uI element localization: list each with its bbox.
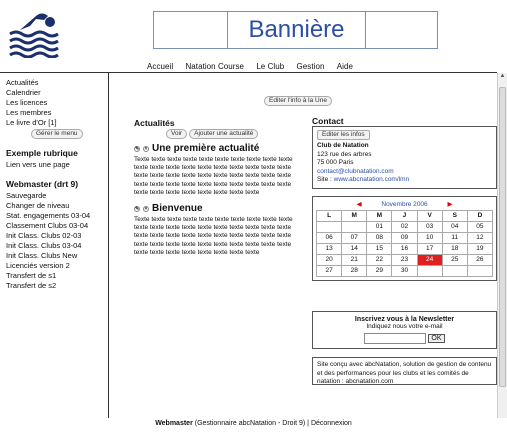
sidebar-item-livre-or[interactable]: Le livre d'Or [1] (6, 118, 57, 127)
article-1-line-1: Texte texte texte texte texte texte texte texte texte texte texte texte texte texte texte texte texte texte texte texte (134, 156, 293, 172)
delete-icon[interactable]: × (144, 205, 148, 212)
article-title-1 (134, 143, 302, 154)
calendar-day-header: M (342, 210, 367, 221)
article-2-line-1: Texte texte texte texte texte texte texte texte texte texte texte texte texte texte texte texte texte texte texte texte (134, 216, 293, 232)
calendar-day[interactable]: 09 (392, 232, 417, 243)
calendar-day[interactable]: 06 (317, 232, 342, 243)
edit-icon[interactable]: ✎ (135, 205, 140, 212)
voir-button[interactable]: Voir (166, 129, 187, 139)
sidebar-item-membres[interactable]: Les membres (6, 108, 52, 117)
delete-icon[interactable]: × (144, 145, 148, 152)
contact-box (312, 126, 497, 189)
calendar-day[interactable]: 16 (392, 243, 417, 254)
edit-icon[interactable]: ✎ (135, 145, 140, 152)
sidebar-item-classement-clubs[interactable]: Classement Clubs 03-04 (6, 221, 89, 230)
article-1-line-2: texte texte texte texte texte texte texte texte texte texte texte texte texte texte texte texte texte texte texte texte texte texte texte texte texte texte texte texte (134, 172, 292, 196)
calendar-day[interactable]: 28 (342, 265, 367, 276)
calendar-day[interactable]: 30 (392, 265, 417, 276)
scroll-up-icon[interactable]: ▲ (499, 73, 506, 79)
calendar-day[interactable]: 26 (467, 254, 492, 265)
sidebar-item-calendrier[interactable]: Calendrier (6, 88, 41, 97)
calendar-day[interactable]: 18 (442, 243, 467, 254)
nav-aide[interactable]: Aide (336, 62, 353, 71)
article-body-2 (134, 216, 302, 257)
calendar-day[interactable]: 12 (467, 232, 492, 243)
prev-month-icon[interactable]: ◀ (356, 200, 362, 208)
calendar-day[interactable]: 20 (317, 254, 342, 265)
top-navigation (0, 62, 500, 71)
nav-gestion[interactable]: Gestion (296, 62, 325, 71)
newsletter-subtitle: Indiquez nous votre e-mail (366, 322, 443, 330)
sidebar-item-init-class-0304[interactable]: Init Class. Clubs 03-04 (6, 241, 82, 250)
calendar-day[interactable]: 22 (367, 254, 392, 265)
article-title-2-text: Bienvenue (152, 203, 203, 215)
sidebar-item-stat-engagements[interactable]: Stat. engagements 03-04 (6, 211, 91, 220)
swimmer-logo-icon (6, 8, 66, 58)
calendar-day-header: L (317, 210, 342, 221)
calendar-month: Novembre 2006 (381, 200, 428, 208)
calendar-day[interactable]: 03 (417, 221, 442, 232)
about-box (312, 357, 497, 385)
calendar-day[interactable]: 07 (342, 232, 367, 243)
calendar-day[interactable]: 29 (367, 265, 392, 276)
calendar-day (342, 221, 367, 232)
calendar-day[interactable]: 01 (367, 221, 392, 232)
edit-info-une-button[interactable]: Editer l'info à la Une (264, 96, 332, 106)
sidebar-item-transfert-s2[interactable]: Transfert de s2 (6, 281, 57, 290)
about-text: Site conçu avec abcNatation, solution de gestion de contenu et des performances pour les clubs et les comités de natation : abcnatation.com (317, 361, 492, 385)
sidebar-item-licencies-v2[interactable]: Licenciés version 2 (6, 261, 70, 270)
calendar-day[interactable]: 24 (417, 254, 442, 265)
contact-title: Contact (312, 116, 344, 126)
nav-le-club[interactable]: Le Club (256, 62, 285, 71)
article-body-1 (134, 156, 302, 197)
footer (0, 420, 507, 427)
calendar-day[interactable]: 27 (317, 265, 342, 276)
sidebar-item-transfert-s1[interactable]: Transfert de s1 (6, 271, 57, 280)
sidebar-item-lien-page[interactable]: Lien vers une page (6, 160, 70, 169)
calendar-day[interactable]: 23 (392, 254, 417, 265)
calendar-grid (316, 210, 493, 277)
calendar-day-header: M (367, 210, 392, 221)
calendar-day (442, 265, 467, 276)
article-2-line-2: texte texte texte texte texte texte texte texte texte texte texte texte texte texte texte texte texte texte texte texte texte texte texte texte texte texte texte texte (134, 232, 292, 256)
newsletter-email-input[interactable] (364, 333, 426, 344)
calendar-day[interactable]: 10 (417, 232, 442, 243)
right-column (312, 116, 497, 385)
newsletter-ok-button[interactable]: OK (428, 334, 444, 343)
banner-title: Bannière (227, 12, 366, 48)
calendar-day[interactable]: 25 (442, 254, 467, 265)
nav-accueil[interactable]: Accueil (147, 62, 174, 71)
newsletter-title: Inscrivez vous à la Newsletter (354, 315, 455, 323)
address-line-1: 123 rue des arbres (317, 150, 372, 158)
sidebar-item-actualites[interactable]: Actualités (6, 78, 39, 87)
news-section (134, 118, 302, 257)
footer-text[interactable]: (Gestionnaire abcNatation - Droit 9) | Déconnexion (192, 420, 352, 427)
calendar-day[interactable]: 08 (367, 232, 392, 243)
newsletter-box (312, 311, 497, 350)
section-title-exemple: Exemple rubrique (6, 148, 78, 158)
sidebar-item-changer-niveau[interactable]: Changer de niveau (6, 201, 70, 210)
calendar-day[interactable]: 21 (342, 254, 367, 265)
header-divider (0, 72, 497, 73)
scrollbar-thumb[interactable] (499, 87, 506, 387)
sidebar-item-sauvegarde[interactable]: Sauvegarde (6, 191, 47, 200)
calendar (312, 196, 497, 281)
manage-menu-button[interactable]: Gérer le menu (31, 129, 83, 139)
sidebar-item-init-class-0203[interactable]: Init Class. Clubs 02-03 (6, 231, 82, 240)
contact-email-link[interactable]: contact@clubnatation.com (317, 167, 394, 175)
next-month-icon[interactable]: ▶ (447, 200, 453, 208)
article-title-2 (134, 203, 302, 214)
calendar-day[interactable]: 13 (317, 243, 342, 254)
calendar-day (317, 221, 342, 232)
sidebar-item-licences[interactable]: Les licences (6, 98, 48, 107)
club-name: Club de Natation (317, 142, 369, 149)
nav-natation-course[interactable]: Natation Course (185, 62, 245, 71)
add-news-button[interactable]: Ajouter une actualité (189, 129, 258, 139)
calendar-day[interactable]: 05 (467, 221, 492, 232)
calendar-day-header: J (392, 210, 417, 221)
calendar-day[interactable]: 14 (342, 243, 367, 254)
sidebar (6, 78, 106, 291)
scrollbar[interactable] (497, 73, 507, 418)
sidebar-divider (108, 73, 109, 418)
calendar-day (467, 265, 492, 276)
article-title-1-text: Une première actualité (152, 143, 260, 154)
calendar-day-header: V (417, 210, 442, 221)
calendar-day[interactable]: 15 (367, 243, 392, 254)
site-label: Site : (317, 176, 334, 183)
calendar-day[interactable]: 17 (417, 243, 442, 254)
calendar-day[interactable]: 04 (442, 221, 467, 232)
calendar-day-header: S (442, 210, 467, 221)
calendar-day (417, 265, 442, 276)
banner (153, 11, 438, 49)
news-title: Actualités (134, 118, 175, 128)
calendar-day[interactable]: 11 (442, 232, 467, 243)
calendar-day[interactable]: 02 (392, 221, 417, 232)
site-link[interactable]: www.abcnatation.com/lmn (333, 176, 410, 183)
sidebar-item-init-class-new[interactable]: Init Class. Clubs New (6, 251, 78, 260)
address-line-2: 75 000 Paris (317, 159, 354, 166)
calendar-day-header: D (467, 210, 492, 221)
calendar-day[interactable]: 19 (467, 243, 492, 254)
edit-contact-button[interactable]: Editer les infos (317, 130, 370, 140)
footer-bold: Webmaster (155, 420, 193, 427)
section-title-webmaster: Webmaster (drt 9) (6, 179, 79, 189)
